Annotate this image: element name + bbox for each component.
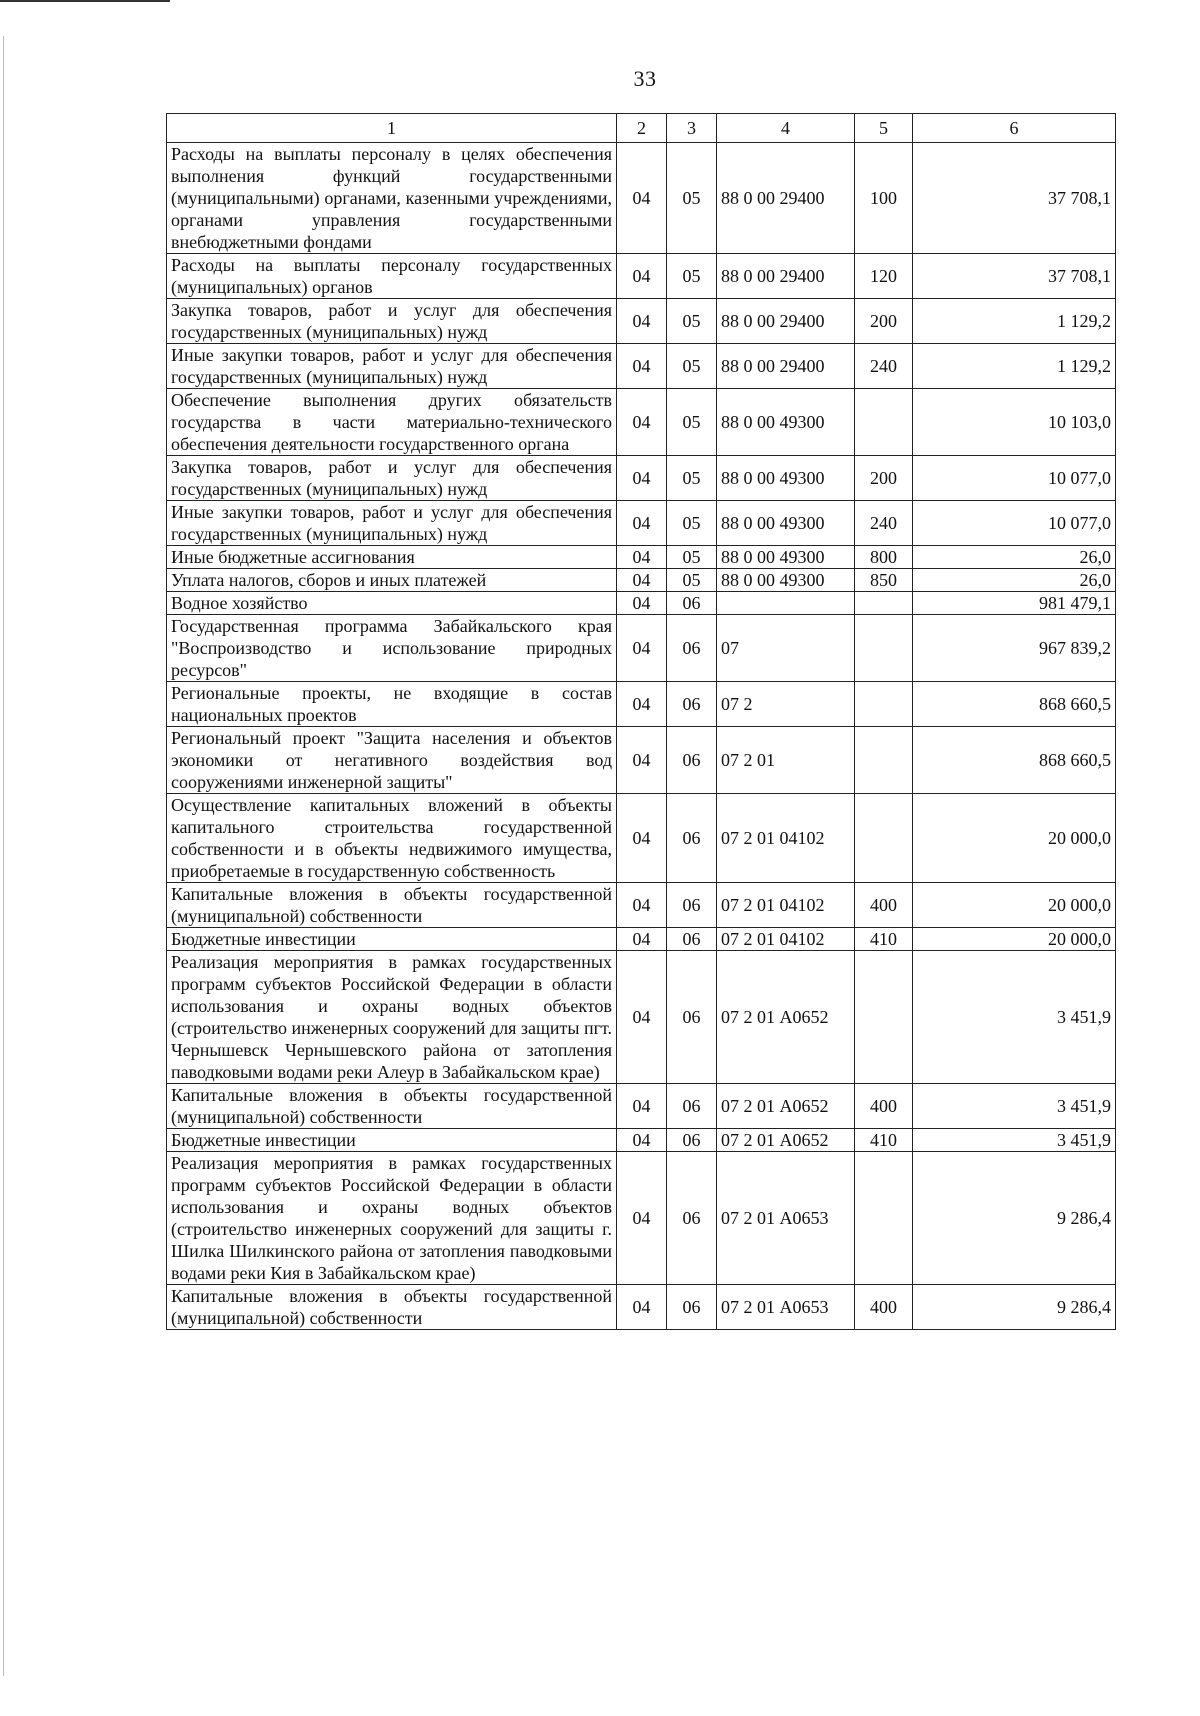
table-row [167, 1084, 1116, 1129]
row-section: 04 [617, 546, 667, 569]
row-section: 04 [617, 1152, 667, 1285]
row-section: 04 [617, 344, 667, 389]
row-subsection: 05 [667, 299, 717, 344]
row-section: 04 [617, 592, 667, 615]
row-expense-type: 200 [855, 456, 913, 501]
table-row [167, 1129, 1116, 1152]
header-col-5: 5 [855, 114, 913, 143]
row-section: 04 [617, 727, 667, 794]
row-expense-type: 100 [855, 143, 913, 254]
page-number: 33 [633, 66, 657, 91]
row-amount: 3 451,9 [913, 1084, 1116, 1129]
table-row [167, 1285, 1116, 1330]
row-name: Региональный проект "Защита населения и объектов экономики от негативного воздействия вод сооружениями инженерной защиты" [167, 727, 617, 794]
row-target-code: 88 0 00 29400 [717, 299, 855, 344]
row-expense-type: 240 [855, 344, 913, 389]
row-target-code: 07 2 01 А0653 [717, 1285, 855, 1330]
row-subsection: 06 [667, 1152, 717, 1285]
row-subsection: 06 [667, 1084, 717, 1129]
row-subsection: 06 [667, 592, 717, 615]
row-name: Реализация мероприятия в рамках государственных программ субъектов Российской Федерации в области использования и охраны водных объектов (строительство инженерных сооружений для защиты пгт. Чернышевск Чернышевского района от затопления паводковыми водами реки Алеур в Забайкальском крае) [167, 951, 617, 1084]
row-name: Бюджетные инвестиции [167, 928, 617, 951]
row-amount: 10 077,0 [913, 501, 1116, 546]
header-col-4: 4 [717, 114, 855, 143]
table-row [167, 794, 1116, 883]
row-subsection: 05 [667, 456, 717, 501]
row-target-code: 88 0 00 49300 [717, 546, 855, 569]
row-subsection: 05 [667, 143, 717, 254]
row-subsection: 06 [667, 883, 717, 928]
row-expense-type: 800 [855, 546, 913, 569]
row-expense-type: 120 [855, 254, 913, 299]
table-row [167, 682, 1116, 727]
row-target-code: 07 2 01 А0652 [717, 1129, 855, 1152]
row-amount: 1 129,2 [913, 344, 1116, 389]
row-target-code: 07 2 01 А0653 [717, 1152, 855, 1285]
row-section: 04 [617, 1129, 667, 1152]
row-subsection: 05 [667, 344, 717, 389]
row-amount: 20 000,0 [913, 794, 1116, 883]
row-subsection: 06 [667, 951, 717, 1084]
row-name: Капитальные вложения в объекты государственной (муниципальной) собственности [167, 1285, 617, 1330]
row-amount: 1 129,2 [913, 299, 1116, 344]
row-amount: 37 708,1 [913, 143, 1116, 254]
row-target-code: 07 2 01 [717, 727, 855, 794]
table-row [167, 883, 1116, 928]
row-name: Водное хозяйство [167, 592, 617, 615]
row-name: Иные бюджетные ассигнования [167, 546, 617, 569]
table-row [167, 143, 1116, 254]
scan-margin-line [3, 36, 4, 1676]
row-target-code: 07 2 01 А0652 [717, 951, 855, 1084]
row-subsection: 06 [667, 615, 717, 682]
table-row [167, 254, 1116, 299]
row-amount: 26,0 [913, 569, 1116, 592]
row-section: 04 [617, 1285, 667, 1330]
row-subsection: 06 [667, 682, 717, 727]
row-section: 04 [617, 389, 667, 456]
row-amount: 10 077,0 [913, 456, 1116, 501]
scan-edge-line [0, 0, 170, 2]
table-row [167, 592, 1116, 615]
row-section: 04 [617, 883, 667, 928]
table-row [167, 928, 1116, 951]
table-row [167, 727, 1116, 794]
row-target-code: 07 [717, 615, 855, 682]
row-subsection: 05 [667, 389, 717, 456]
row-target-code [717, 592, 855, 615]
row-target-code: 07 2 01 А0652 [717, 1084, 855, 1129]
row-name: Уплата налогов, сборов и иных платежей [167, 569, 617, 592]
row-expense-type: 400 [855, 1285, 913, 1330]
row-name: Государственная программа Забайкальского края "Воспроизводство и использование природных ресурсов" [167, 615, 617, 682]
row-amount: 9 286,4 [913, 1152, 1116, 1285]
table-row [167, 299, 1116, 344]
table-row [167, 389, 1116, 456]
row-subsection: 06 [667, 794, 717, 883]
budget-table [166, 113, 1116, 1330]
row-expense-type [855, 592, 913, 615]
row-amount: 3 451,9 [913, 951, 1116, 1084]
row-amount: 967 839,2 [913, 615, 1116, 682]
row-section: 04 [617, 615, 667, 682]
header-col-6: 6 [913, 114, 1116, 143]
row-expense-type [855, 794, 913, 883]
row-expense-type [855, 615, 913, 682]
row-name: Региональные проекты, не входящие в состав национальных проектов [167, 682, 617, 727]
row-section: 04 [617, 501, 667, 546]
row-subsection: 06 [667, 1129, 717, 1152]
row-section: 04 [617, 1084, 667, 1129]
header-col-3: 3 [667, 114, 717, 143]
row-subsection: 06 [667, 727, 717, 794]
row-section: 04 [617, 569, 667, 592]
header-col-2: 2 [617, 114, 667, 143]
row-name: Закупка товаров, работ и услуг для обеспечения государственных (муниципальных) нужд [167, 299, 617, 344]
row-expense-type [855, 951, 913, 1084]
table-row [167, 1152, 1116, 1285]
header-col-1: 1 [167, 114, 617, 143]
row-name: Иные закупки товаров, работ и услуг для обеспечения государственных (муниципальных) нужд [167, 501, 617, 546]
row-amount: 9 286,4 [913, 1285, 1116, 1330]
row-amount: 10 103,0 [913, 389, 1116, 456]
row-amount: 981 479,1 [913, 592, 1116, 615]
row-amount: 20 000,0 [913, 883, 1116, 928]
row-expense-type: 400 [855, 883, 913, 928]
row-target-code: 07 2 01 04102 [717, 928, 855, 951]
row-expense-type: 850 [855, 569, 913, 592]
row-target-code: 88 0 00 49300 [717, 501, 855, 546]
row-expense-type: 200 [855, 299, 913, 344]
row-name: Капитальные вложения в объекты государственной (муниципальной) собственности [167, 883, 617, 928]
row-section: 04 [617, 794, 667, 883]
row-target-code: 07 2 01 04102 [717, 794, 855, 883]
row-amount: 26,0 [913, 546, 1116, 569]
row-expense-type: 410 [855, 1129, 913, 1152]
table-row [167, 951, 1116, 1084]
row-name: Обеспечение выполнения других обязательств государства в части материально-технического обеспечения деятельности государственного органа [167, 389, 617, 456]
row-name: Осуществление капитальных вложений в объекты капитального строительства государственной собственности и в объекты недвижимого имущества, приобретаемые в государственную собственность [167, 794, 617, 883]
table-row [167, 344, 1116, 389]
row-amount: 20 000,0 [913, 928, 1116, 951]
header-row [167, 114, 1116, 143]
row-expense-type [855, 1152, 913, 1285]
row-section: 04 [617, 951, 667, 1084]
table-row [167, 456, 1116, 501]
row-subsection: 06 [667, 928, 717, 951]
row-amount: 3 451,9 [913, 1129, 1116, 1152]
row-section: 04 [617, 299, 667, 344]
row-expense-type: 410 [855, 928, 913, 951]
row-target-code: 88 0 00 29400 [717, 344, 855, 389]
row-target-code: 07 2 [717, 682, 855, 727]
row-subsection: 05 [667, 546, 717, 569]
row-subsection: 05 [667, 501, 717, 546]
row-amount: 868 660,5 [913, 727, 1116, 794]
row-name: Капитальные вложения в объекты государственной (муниципальной) собственности [167, 1084, 617, 1129]
row-section: 04 [617, 682, 667, 727]
row-name: Закупка товаров, работ и услуг для обеспечения государственных (муниципальных) нужд [167, 456, 617, 501]
table-row [167, 546, 1116, 569]
row-section: 04 [617, 254, 667, 299]
row-subsection: 05 [667, 254, 717, 299]
row-name: Реализация мероприятия в рамках государственных программ субъектов Российской Федерации в области использования и охраны водных объектов (строительство инженерных сооружений для защиты г. Шилка Шилкинского района от затопления паводковыми водами реки Кия в Забайкальском крае) [167, 1152, 617, 1285]
row-expense-type [855, 682, 913, 727]
row-target-code: 88 0 00 49300 [717, 456, 855, 501]
table-row [167, 501, 1116, 546]
row-expense-type [855, 389, 913, 456]
row-name: Расходы на выплаты персоналу в целях обеспечения выполнения функций государственными (муниципальными) органами, казенными учреждениями, органами управления государственными внебюджетными фондами [167, 143, 617, 254]
row-name: Иные закупки товаров, работ и услуг для обеспечения государственных (муниципальных) нужд [167, 344, 617, 389]
row-target-code: 07 2 01 04102 [717, 883, 855, 928]
row-name: Расходы на выплаты персоналу государственных (муниципальных) органов [167, 254, 617, 299]
table-row [167, 569, 1116, 592]
row-expense-type: 400 [855, 1084, 913, 1129]
row-amount: 37 708,1 [913, 254, 1116, 299]
row-target-code: 88 0 00 49300 [717, 389, 855, 456]
row-name: Бюджетные инвестиции [167, 1129, 617, 1152]
row-section: 04 [617, 928, 667, 951]
row-section: 04 [617, 143, 667, 254]
row-expense-type [855, 727, 913, 794]
row-section: 04 [617, 456, 667, 501]
row-target-code: 88 0 00 29400 [717, 254, 855, 299]
row-expense-type: 240 [855, 501, 913, 546]
row-subsection: 06 [667, 1285, 717, 1330]
row-target-code: 88 0 00 29400 [717, 143, 855, 254]
row-subsection: 05 [667, 569, 717, 592]
table-row [167, 615, 1116, 682]
row-amount: 868 660,5 [913, 682, 1116, 727]
row-target-code: 88 0 00 49300 [717, 569, 855, 592]
